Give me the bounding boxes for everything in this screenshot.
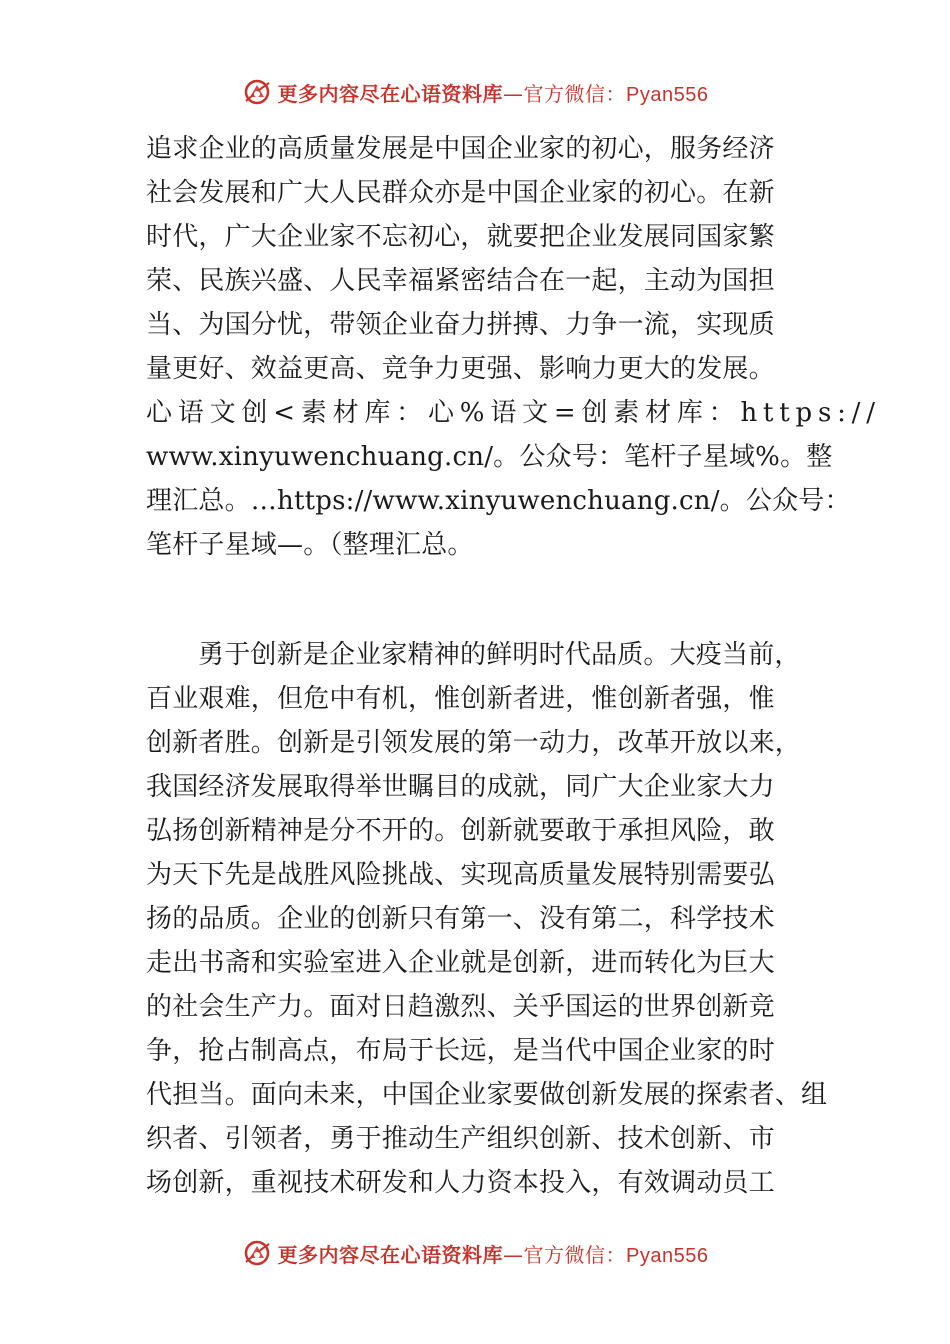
footer-wechat-id: Pyan556 xyxy=(626,1244,709,1267)
p2-line: 百业艰难，但危中有机，惟创新者进，惟创新者强，惟 xyxy=(146,684,775,714)
p2-line: 勇于创新是企业家精神的鲜明时代品质。大疫当前， xyxy=(198,640,801,670)
p2-line: 场创新，重视技术研发和人力资本投入，有效调动员工 xyxy=(146,1168,775,1198)
p1-line: 社会发展和广大人民群众亦是中国企业家的初心。在新 xyxy=(146,178,775,208)
p1-line: 追求企业的高质量发展是中国企业家的初心，服务经济 xyxy=(146,134,775,164)
p2-line: 为天下先是战胜风险挑战、实现高质量发展特别需要弘 xyxy=(146,860,775,890)
p1-line: 量更好、效益更高、竞争力更强、影响力更大的发展。 xyxy=(146,354,775,384)
p2-line: 织者、引领者，勇于推动生产组织创新、技术创新、市 xyxy=(146,1124,775,1154)
p1-line: 理汇总。…https://www.xinyuwenchuang.cn/。公众号： xyxy=(146,486,851,516)
p1-line: 心语文创<素材库：心%语文=创素材库：https:// xyxy=(146,398,881,428)
p2-line: 走出书斋和实验室进入企业就是创新，进而转化为巨大 xyxy=(146,948,775,978)
paragraph-gap xyxy=(146,567,826,633)
brand-logo-icon xyxy=(242,1238,272,1268)
p1-line: 当、为国分忧，带领企业奋力拼搏、力争一流，实现质 xyxy=(146,310,775,340)
p2-line: 弘扬创新精神是分不开的。创新就要敢于承担风险，敢 xyxy=(146,816,775,846)
p2-line: 争，抢占制高点，布局于长远，是当代中国企业家的时 xyxy=(146,1036,775,1066)
footer-brand-text: 更多内容尽在心语资料库 xyxy=(277,1242,504,1267)
brand-logo-icon xyxy=(242,77,272,107)
header-wechat-id: Pyan556 xyxy=(626,83,709,106)
p1-line: 荣、民族兴盛、人民幸福紧密结合在一起，主动为国担 xyxy=(146,266,775,296)
footer-separator: — xyxy=(503,1242,524,1267)
header-separator: — xyxy=(503,81,524,106)
p1-line: www.xinyuwenchuang.cn/。公众号：笔杆子星域%。整 xyxy=(146,442,833,472)
header-watermark xyxy=(0,72,950,112)
p2-line: 代担当。面向未来，中国企业家要做创新发展的探索者、组 xyxy=(146,1080,828,1110)
footer-wechat-label: 官方微信： xyxy=(523,1242,627,1267)
p2-line: 扬的品质。企业的创新只有第一、没有第二，科学技术 xyxy=(146,904,775,934)
document-body xyxy=(146,127,881,1205)
header-wechat-label: 官方微信： xyxy=(523,81,627,106)
p1-line: 时代，广大企业家不忘初心，就要把企业发展同国家繁 xyxy=(146,222,775,252)
p2-line: 我国经济发展取得举世瞩目的成就，同广大企业家大力 xyxy=(146,772,775,802)
p1-line: 笔杆子星域—。（整理汇总。 xyxy=(146,530,474,560)
p2-line: 的社会生产力。面对日趋激烈、关乎国运的世界创新竞 xyxy=(146,992,775,1022)
p2-line: 创新者胜。创新是引领发展的第一动力，改革开放以来， xyxy=(146,728,802,758)
header-brand-text: 更多内容尽在心语资料库 xyxy=(277,81,504,106)
footer-watermark xyxy=(0,1233,950,1273)
